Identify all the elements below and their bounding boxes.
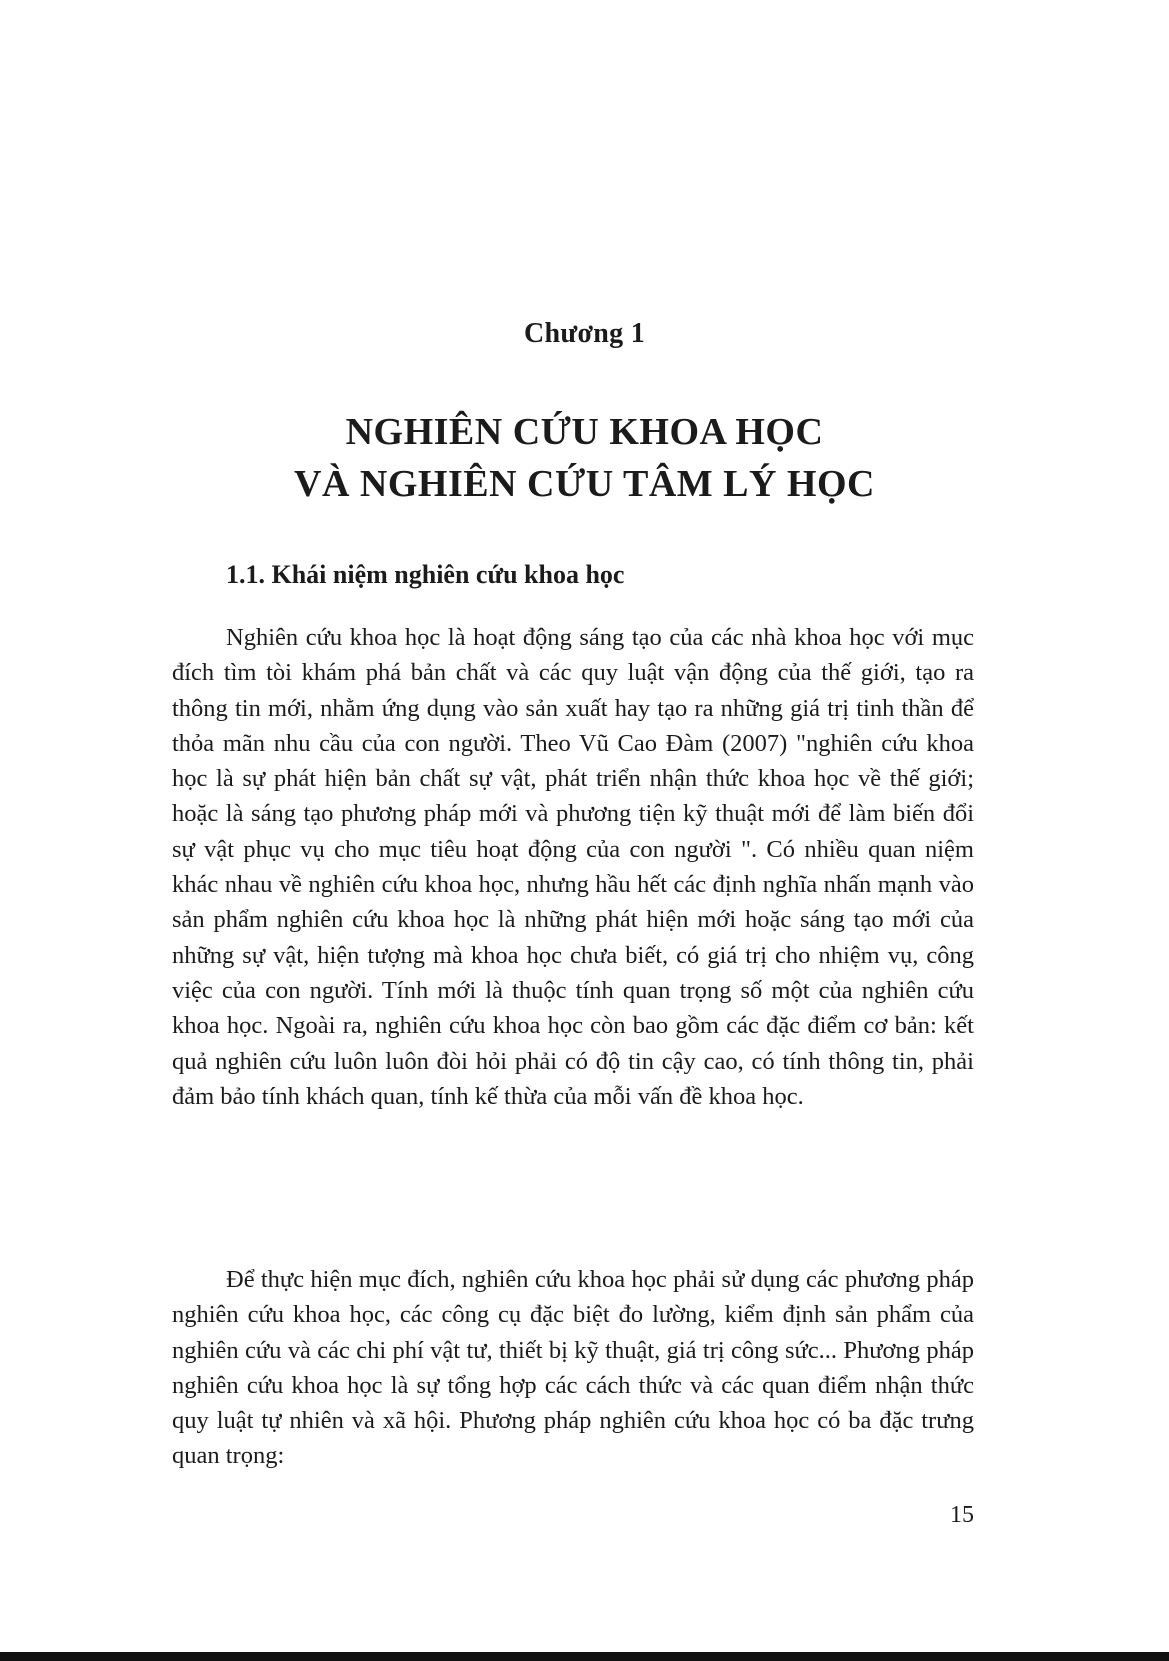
chapter-title-line-2: VÀ NGHIÊN CỨU TÂM LÝ HỌC: [294, 463, 875, 505]
chapter-title: [0, 406, 1169, 510]
chapter-title-line-1: NGHIÊN CỨU KHOA HỌC: [345, 411, 824, 453]
page-number: 15: [950, 1502, 974, 1528]
section-heading: 1.1. Khái niệm nghiên cứu khoa học: [226, 560, 625, 589]
scan-bottom-edge: [0, 1652, 1169, 1661]
body-paragraph-1: Nghiên cứu khoa học là hoạt động sáng tạo của các nhà khoa học với mục đích tìm tòi khám phá bản chất và các quy luật vận động của thế giới, tạo ra thông tin mới, nhằm ứng dụng vào sản xuất hay tạo ra những giá trị tinh thần để thỏa mãn nhu cầu của con người. Theo Vũ Cao Đàm (2007) "nghiên cứu khoa học là sự phát hiện bản chất sự vật, phát triển nhận thức khoa học về thế giới; hoặc là sáng tạo phương pháp mới và phương tiện kỹ thuật mới để làm biến đổi sự vật phục vụ cho mục tiêu hoạt động của con người ". Có nhiều quan niệm khác nhau về nghiên cứu khoa học, nhưng hầu hết các định nghĩa nhấn mạnh vào sản phẩm nghiên cứu khoa học là những phát hiện mới hoặc sáng tạo mới của những sự vật, hiện tượng mà khoa học chưa biết, có giá trị cho nhiệm vụ, công việc của con người. Tính mới là thuộc tính quan trọng số một của nghiên cứu khoa học. Ngoài ra, nghiên cứu khoa học còn bao gồm các đặc điểm cơ bản: kết quả nghiên cứu luôn luôn đòi hỏi phải có độ tin cậy cao, có tính thông tin, phải đảm bảo tính khách quan, tính kế thừa của mỗi vấn đề khoa học.: [172, 624, 974, 1110]
body-paragraph-2: Để thực hiện mục đích, nghiên cứu khoa học phải sử dụng các phương pháp nghiên cứu khoa học, các công cụ đặc biệt đo lường, kiểm định sản phẩm của nghiên cứu và các chi phí vật tư, thiết bị kỹ thuật, giá trị công sức... Phương pháp nghiên cứu khoa học là sự tổng hợp các cách thức và các quan điểm nhận thức quy luật tự nhiên và xã hội. Phương pháp nghiên cứu khoa học có ba đặc trưng quan trọng:: [172, 1266, 974, 1470]
chapter-label: Chương 1: [523, 318, 646, 349]
